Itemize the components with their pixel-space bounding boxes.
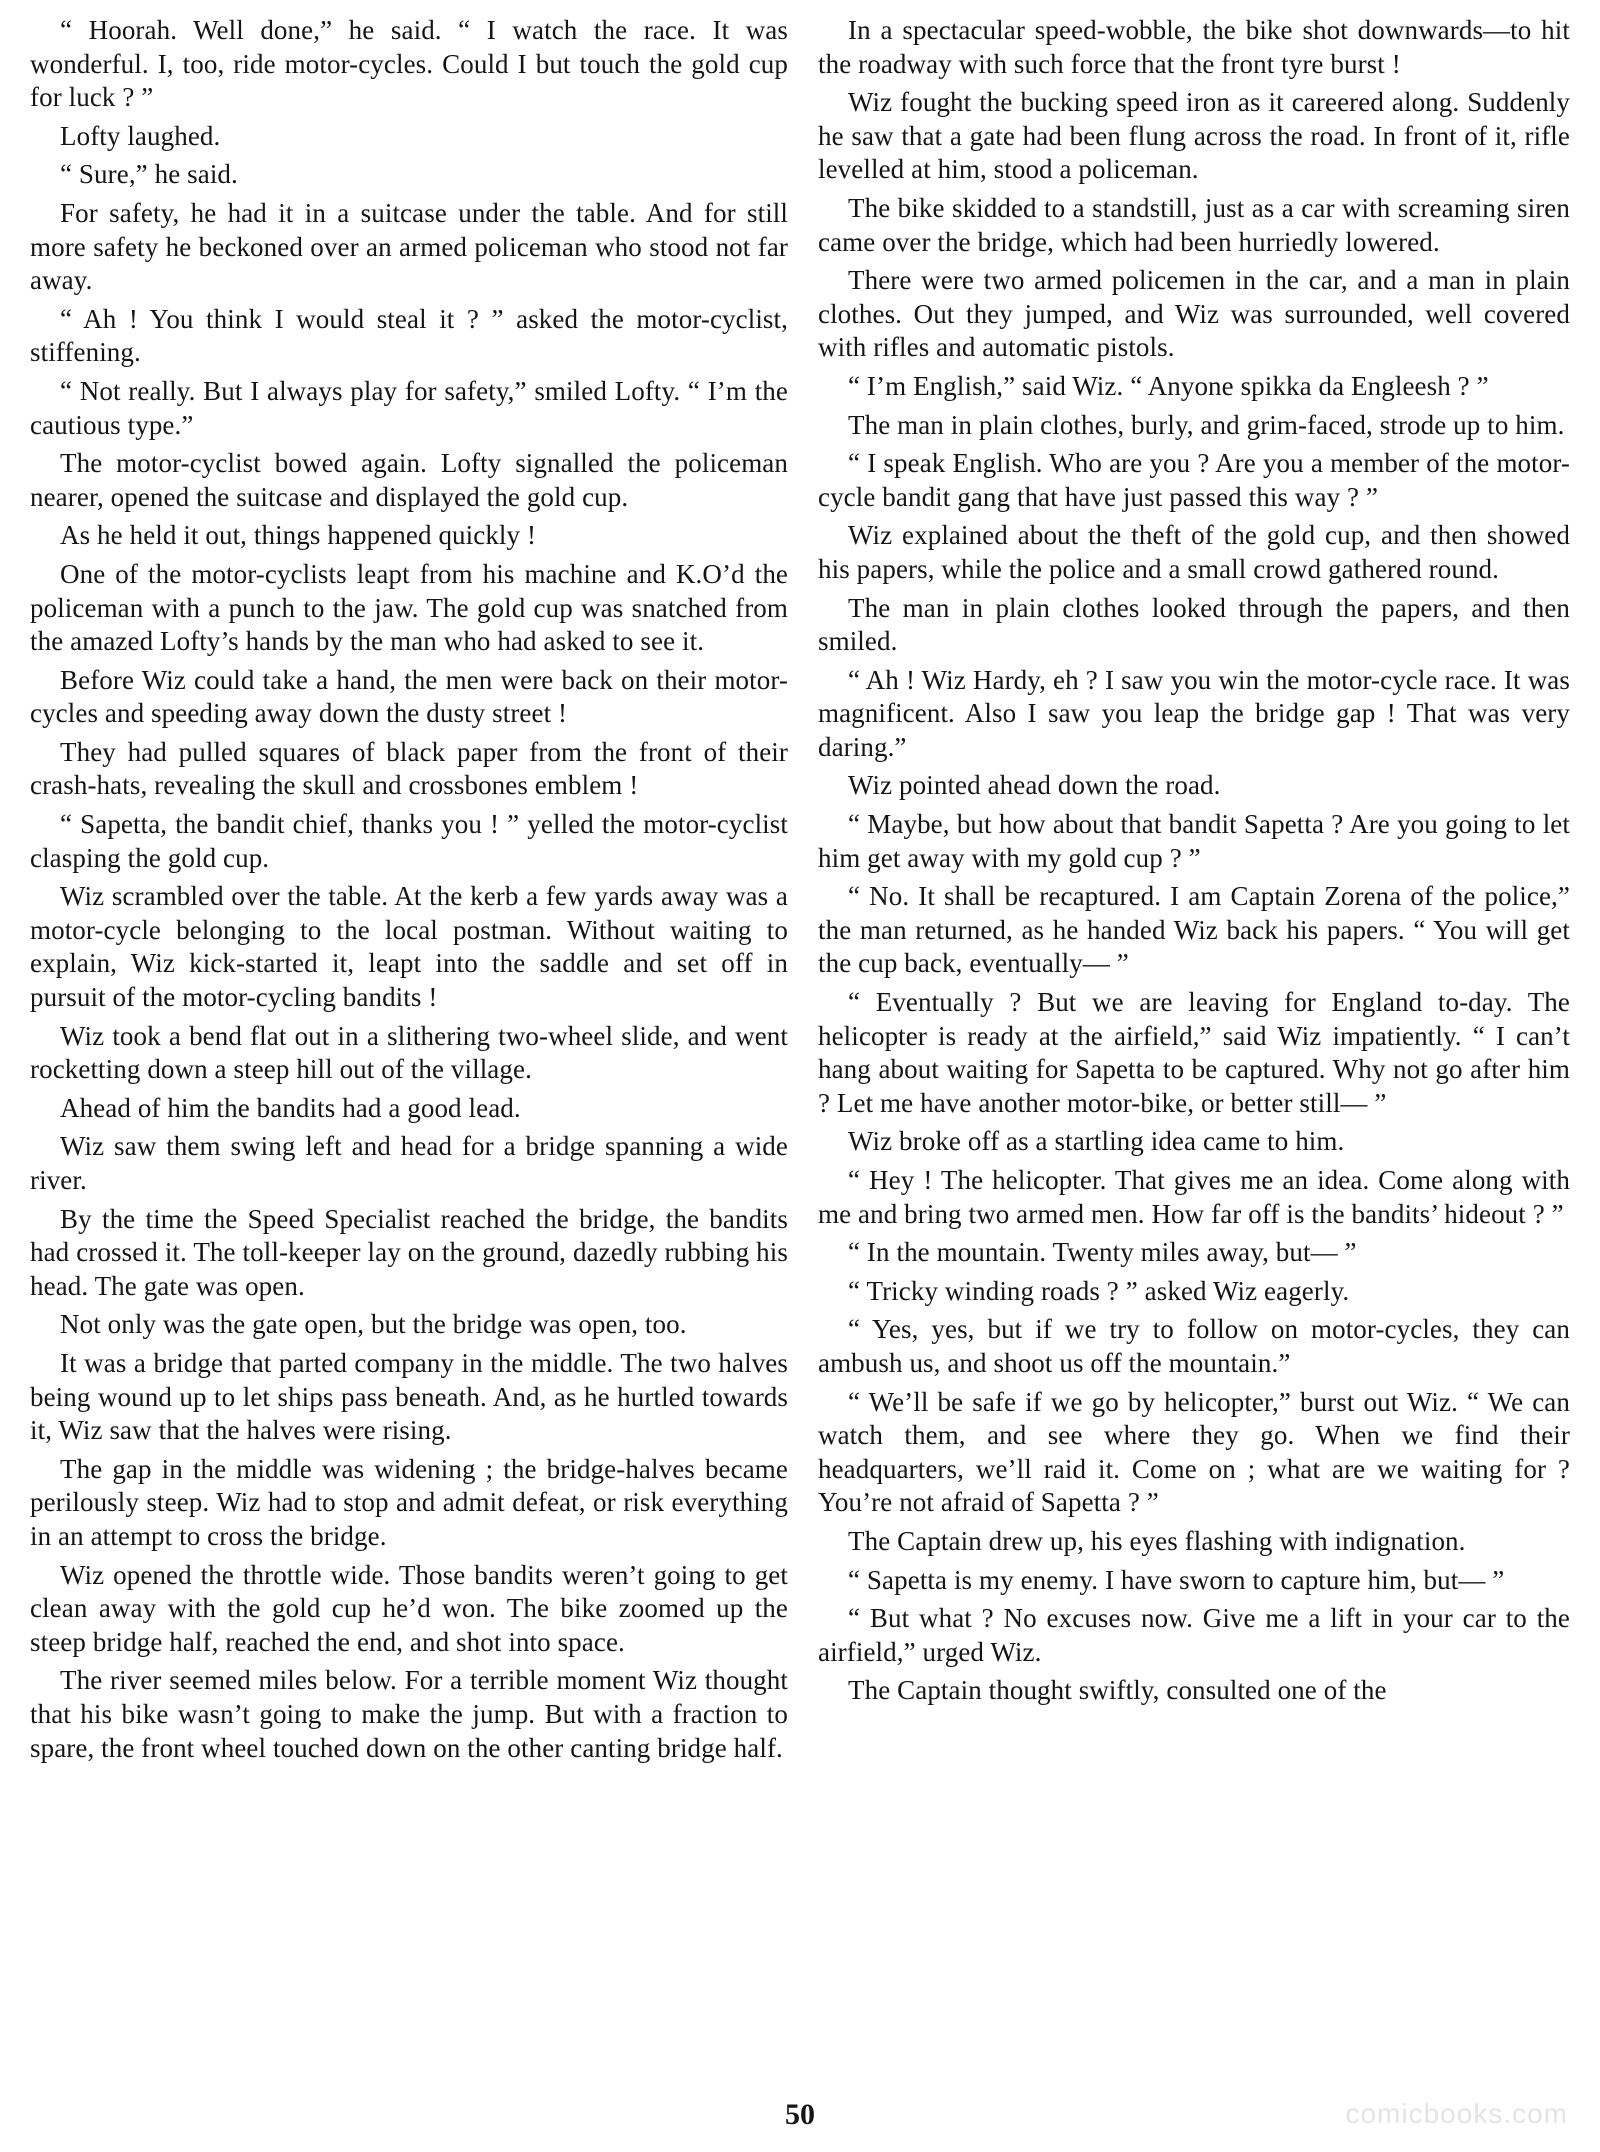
paragraph: They had pulled squares of black paper from the front of their crash-hats, revealing the skull and crossbones emblem ! (30, 736, 788, 801)
paragraph: Ahead of him the bandits had a good lead. (60, 1092, 521, 1123)
watermark: comicbooks.com (1345, 2098, 1568, 2129)
paragraph: “ Hey ! The helicopter. That gives me an idea. Come along with me and bring two armed men. How far off is the bandits’ hideout ? ” (818, 1165, 1570, 1229)
page-number: 50 (785, 2098, 815, 2131)
paragraph: Wiz scrambled over the table. At the kerb a few yards away was a motor-cycle belonging to the local postman. Without waiting to explain, Wiz kick-started it, leapt into the saddle and set off in pursuit of the motor-cycling bandits ! (30, 881, 788, 1013)
paragraph: One of the motor-cyclists leapt from his machine and K.O’d the policeman with a punch to the jaw. The gold cup was snatched from the amazed Lofty’s hands by the man who had asked to see it. (30, 558, 788, 657)
paragraph: It was a bridge that parted company in the middle. The two halves being wound up to let ships pass beneath. And, as he hurtled towards it, Wiz saw that the halves were rising. (30, 1347, 788, 1446)
paragraph: The river seemed miles below. For a terrible moment Wiz thought that his bike wasn’t going to make the jump. But with a fraction to spare, the front wheel touched down on the other canting bridge half. (30, 1665, 788, 1763)
paragraph: Wiz pointed ahead down the road. (848, 770, 1221, 801)
paragraph: “ I speak English. Who are you ? Are you a member of the motor-cycle bandit gang that have just passed this way ? ” (818, 448, 1570, 512)
left-text-column (30, 14, 788, 1770)
paragraph: Wiz saw them swing left and head for a bridge spanning a wide river. (30, 1131, 788, 1195)
paragraph: The man in plain clothes looked through the papers, and then smiled. (818, 592, 1570, 657)
paragraph: “ But what ? No excuses now. Give me a lift in your car to the airfield,” urged Wiz. (818, 1603, 1570, 1667)
paragraph: “ In the mountain. Twenty miles away, but— ” (848, 1237, 1357, 1268)
paragraph: By the time the Speed Specialist reached the bridge, the bandits had crossed it. The toll-keeper lay on the ground, dazedly rubbing his head. The gate was open. (30, 1203, 788, 1301)
paragraph: Before Wiz could take a hand, the men were back on their motor-cycles and speeding away down the dusty street ! (30, 664, 788, 729)
paragraph: “ Maybe, but how about that bandit Sapetta ? Are you going to let him get away with my gold cup ? ” (818, 809, 1570, 873)
paragraph: “ Yes, yes, but if we try to follow on motor-cycles, they can ambush us, and shoot us off the mountain.” (818, 1314, 1570, 1378)
paragraph: The man in plain clothes, burly, and grim-faced, strode up to him. (848, 409, 1565, 440)
paragraph: “ Not really. But I always play for safety,” smiled Lofty. “ I’m the cautious type.” (30, 375, 788, 440)
paragraph: Not only was the gate open, but the bridge was open, too. (60, 1309, 687, 1340)
paragraph: “ Tricky winding roads ? ” asked Wiz eagerly. (848, 1275, 1350, 1306)
paragraph: “ No. It shall be recaptured. I am Captain Zorena of the police,” the man returned, as he handed Wiz back his papers. “ You will get the cup back, eventually— ” (818, 881, 1570, 979)
paragraph: “ Sure,” he said. (60, 159, 238, 190)
paragraph: The Captain drew up, his eyes flashing with indignation. (848, 1525, 1466, 1556)
paragraph: Wiz opened the throttle wide. Those bandits weren’t going to get clean away with the gold cup he’d won. The bike zoomed up the steep bridge half, reached the end, and shot into space. (30, 1559, 788, 1657)
paragraph: As he held it out, things happened quickly ! (60, 520, 537, 551)
paragraph: “ Ah ! You think I would steal it ? ” asked the motor-cyclist, stiffening. (30, 303, 788, 368)
paragraph: Lofty laughed. (60, 120, 221, 151)
paragraph: Wiz explained about the theft of the gold cup, and then showed his papers, while the police and a small crowd gathered round. (818, 520, 1570, 584)
paragraph: For safety, he had it in a suitcase under the table. And for still more safety he beckoned over an armed policeman who stood not far away. (30, 197, 788, 296)
paragraph: Wiz took a bend flat out in a slithering two-wheel slide, and went rocketting down a steep hill out of the village. (30, 1020, 788, 1085)
paragraph: The motor-cyclist bowed again. Lofty signalled the policeman nearer, opened the suitcase and displayed the gold cup. (30, 448, 788, 512)
paragraph: “ We’ll be safe if we go by helicopter,” burst out Wiz. “ We can watch them, and see where they go. When we find their headquarters, we’ll raid it. Come on ; what are we waiting for ? You’re not afraid of Sapetta ? ” (818, 1386, 1570, 1518)
paragraph: The Captain thought swiftly, consulted one of the (848, 1675, 1387, 1706)
paragraph: “ Sapetta is my enemy. I have sworn to capture him, but— ” (848, 1564, 1505, 1595)
paragraph: In a spectacular speed-wobble, the bike shot downwards—to hit the roadway with such force that the front tyre burst ! (818, 15, 1570, 79)
paragraph: “ Ah ! Wiz Hardy, eh ? I saw you win the motor-cycle race. It was magnificent. Also I saw you leap the bridge gap ! That was very daring.” (818, 664, 1570, 762)
paragraph: The gap in the middle was widening ; the bridge-halves became perilously steep. Wiz had to stop and admit defeat, or risk everything in an attempt to cross the bridge. (30, 1453, 788, 1551)
paragraph: Wiz fought the bucking speed iron as it careered along. Suddenly he saw that a gate had been flung across the road. In front of it, rifle levelled at him, stood a policeman. (818, 87, 1570, 185)
story-page (30, 14, 1570, 2084)
paragraph: There were two armed policemen in the car, and a man in plain clothes. Out they jumped, and Wiz was surrounded, well covered with rifles and automatic pistols. (818, 265, 1570, 363)
paragraph: The bike skidded to a standstill, just as a car with screaming siren came over the bridge, which had been hurriedly lowered. (818, 192, 1570, 257)
paragraph: “ Hoorah. Well done,” he said. “ I watch the race. It was wonderful. I, too, ride motor-cycles. Could I but touch the gold cup for luck ? ” (30, 15, 788, 113)
paragraph: “ Sapetta, the bandit chief, thanks you ! ” yelled the motor-cyclist clasping the gold cup. (30, 809, 788, 873)
paragraph: “ Eventually ? But we are leaving for England to-day. The helicopter is ready at the airfield,” said Wiz impatiently. “ I can’t hang about waiting for Sapetta to be captured. Why not go after him ? Let me have another motor-bike, or better still— ” (818, 987, 1570, 1118)
paragraph: Wiz broke off as a startling idea came to him. (848, 1126, 1345, 1157)
right-text-column (818, 14, 1570, 1713)
paragraph: “ I’m English,” said Wiz. “ Anyone spikka da Engleesh ? ” (848, 370, 1489, 401)
